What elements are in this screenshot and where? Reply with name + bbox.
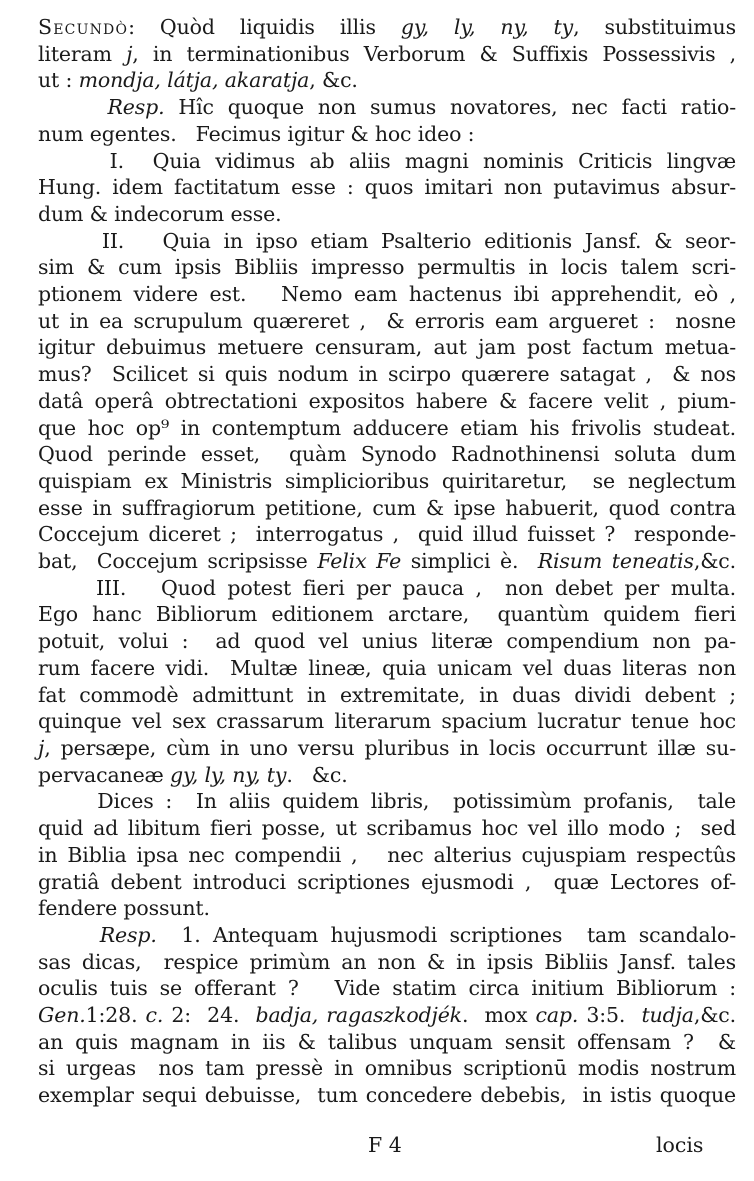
text-line [38, 67, 736, 94]
text-segment: II. Quia in ipso etiam Psalterio editionis Jansf. & seor- [38, 228, 736, 253]
text-segment: Resp. [99, 922, 157, 947]
text-segment: igitur debuimus metuere censuram, aut jam post factum metua- [38, 335, 736, 360]
text-line [38, 655, 736, 682]
text-line [38, 334, 736, 361]
text-segment: . mox [461, 1003, 536, 1028]
text-line [38, 121, 736, 148]
text-segment: tudja [641, 1003, 694, 1028]
text-segment: sim & cum ipsis Bibliis impresso permultis in locis talem scri- [38, 255, 736, 280]
page-text [38, 14, 736, 1109]
text-segment: , substituimus [573, 15, 736, 39]
text-segment: bat, Coccejum scripsisse [38, 549, 318, 574]
text-line [38, 895, 736, 922]
text-segment: 1:28. [85, 1003, 146, 1028]
text-segment: III. Quod potest fieri per pauca , non debet per multa. [38, 575, 736, 600]
text-segment: sas dicas, respice primùm an non & in ipsis Bibliis Jansf. tales [38, 949, 736, 974]
text-segment: ut in ea scrupulum quæreret , & erroris eam argueret : nosne [38, 308, 736, 333]
text-line [38, 361, 736, 388]
text-line [38, 388, 736, 415]
text-line [38, 415, 736, 442]
text-segment: exemplar sequi debuisse, tum concedere debebis, in istis quoque [38, 1083, 736, 1108]
text-segment: ,&c. [693, 1003, 737, 1028]
text-line [38, 254, 736, 281]
text-segment: Felix Fe [317, 549, 402, 574]
text-segment: literam [38, 41, 127, 66]
text-segment: Resp. [107, 95, 165, 120]
text-line [38, 281, 736, 308]
text-segment: : Quòd liquidis illis [128, 15, 401, 39]
text-line [38, 1029, 736, 1056]
text-line [38, 1002, 736, 1029]
text-segment: Coccejum diceret ; interrogatus , quid illud fuisset ? responde- [38, 522, 736, 547]
text-segment: datâ operâ obtrectationi expositos habere & facere velit , pium- [38, 388, 736, 413]
text-segment: num egentes. Fecimus igitur & hoc ideo : [38, 121, 475, 146]
text-segment: , &c. [309, 68, 358, 93]
text-line [38, 575, 736, 602]
text-segment: 3:5. [578, 1003, 642, 1028]
text-segment: quinque vel sex crassarum literarum spacium lucratur tenue hoc [38, 709, 736, 734]
text-segment: cap. [535, 1003, 579, 1028]
text-segment: Ego hanc Bibliorum editionem arctare, quantùm quidem fieri [38, 602, 736, 627]
text-line [38, 682, 736, 709]
text-segment: fat commodè admittunt in extremitate, in duas dividi debent ; [38, 682, 736, 707]
text-segment: j [38, 735, 45, 760]
text-line [38, 869, 736, 896]
text-segment: Dices : In aliis quidem libris, potissimùm profanis, tale [38, 789, 736, 814]
text-segment [38, 95, 107, 119]
text-line [38, 628, 736, 655]
text-segment: Secundò [38, 15, 129, 39]
text-line [38, 308, 736, 335]
text-segment: ptionem videre est. Nemo eam hactenus ibi apprehendit, eò , [38, 282, 736, 307]
text-line [38, 148, 736, 175]
text-line [38, 601, 736, 628]
text-segment: in Biblia ipsa nec compendii , nec alterius cujuspiam respectûs [38, 842, 736, 867]
text-segment: I. Quia vidimus ab aliis magni nominis Criticis lingvæ [38, 148, 736, 173]
text-line [38, 441, 736, 468]
text-segment: que hoc op⁹ in contemptum adducere etiam his frivolis studeat. [38, 415, 736, 440]
text-line [38, 468, 736, 495]
text-segment: c. [145, 1003, 164, 1028]
text-line [38, 708, 736, 735]
signature-mark: F 4 [368, 1133, 402, 1157]
text-segment: ut : [38, 68, 79, 93]
text-line [38, 762, 736, 789]
text-line [38, 201, 736, 228]
text-segment: potuit, volui : ad quod vel unius literæ compendium non pa- [38, 629, 736, 654]
text-line [38, 41, 736, 68]
text-segment: gy, ly, ny, ty [170, 762, 287, 787]
text-segment: rum facere vidi. Multæ lineæ, quia unicam vel duas literas non [38, 655, 736, 680]
text-line [38, 788, 736, 815]
text-segment: Hîc quoque non sumus novatores, nec facti ratio- [164, 95, 736, 120]
text-segment: Gen. [38, 1003, 86, 1028]
text-line [38, 174, 736, 201]
text-segment: badja, ragaszkodjék [255, 1003, 462, 1028]
text-segment: simplici è. [401, 549, 538, 574]
text-line [38, 975, 736, 1002]
text-segment: oculis tuis se offerant ? Vide statim circa initium Bibliorum : [38, 976, 736, 1001]
text-segment: gy, ly, ny, ty [400, 15, 574, 39]
text-segment: 2: 24. [163, 1003, 256, 1028]
text-segment: Quod perinde esset, quàm Synodo Radnothinensi soluta dum [38, 442, 736, 467]
text-segment [38, 923, 100, 947]
text-segment: gratiâ debent introduci scriptiones ejusmodi , quæ Lectores of- [38, 869, 736, 894]
page-footer [0, 1133, 754, 1161]
text-line [38, 14, 736, 41]
text-line [38, 1082, 736, 1109]
text-segment: j [126, 41, 133, 66]
text-segment: 1. Antequam hujusmodi scriptiones tam scandalo- [156, 922, 736, 947]
text-line [38, 922, 736, 949]
text-line [38, 949, 736, 976]
text-segment: ,&c. [693, 549, 736, 574]
text-line [38, 842, 736, 869]
text-line [38, 228, 736, 255]
text-segment: pervacaneæ [38, 762, 171, 787]
text-line [38, 495, 736, 522]
text-segment: , in terminationibus Verborum & Suffixis Possessivis , [132, 41, 736, 66]
text-segment: dum & indecorum esse. [38, 201, 282, 226]
text-segment: Hung. idem factitatum esse : quos imitari non putavimus absur- [38, 175, 736, 200]
text-segment: si urgeas nos tam pressè in omnibus scriptionū modis nostrum [38, 1056, 736, 1081]
text-segment: Risum teneatis [537, 549, 694, 574]
text-segment: , persæpe, cùm in uno versu pluribus in locis occurrunt illæ su- [44, 735, 736, 760]
text-segment: fendere possunt. [38, 896, 210, 921]
text-segment: mus? Scilicet si quis nodum in scirpo quærere satagat , & nos [38, 362, 736, 387]
text-segment: quispiam ex Ministris simplicioribus quiritaretur, se neglectum [38, 468, 736, 493]
text-segment: . &c. [286, 762, 348, 787]
text-segment: esse in suffragiorum petitione, cum & ipse habuerit, quod contra [38, 495, 736, 520]
text-segment: quid ad libitum fieri posse, ut scribamus hoc vel illo modo ; sed [38, 816, 736, 841]
text-line [38, 1055, 736, 1082]
catchword: locis [656, 1133, 704, 1157]
text-segment: mondja, látja, akaratja [78, 68, 310, 93]
text-line [38, 815, 736, 842]
text-segment: an quis magnam in iis & talibus unquam sensit offensam ? & [38, 1029, 736, 1054]
text-line [38, 735, 736, 762]
text-line [38, 548, 736, 575]
text-line [38, 94, 736, 121]
text-line [38, 521, 736, 548]
